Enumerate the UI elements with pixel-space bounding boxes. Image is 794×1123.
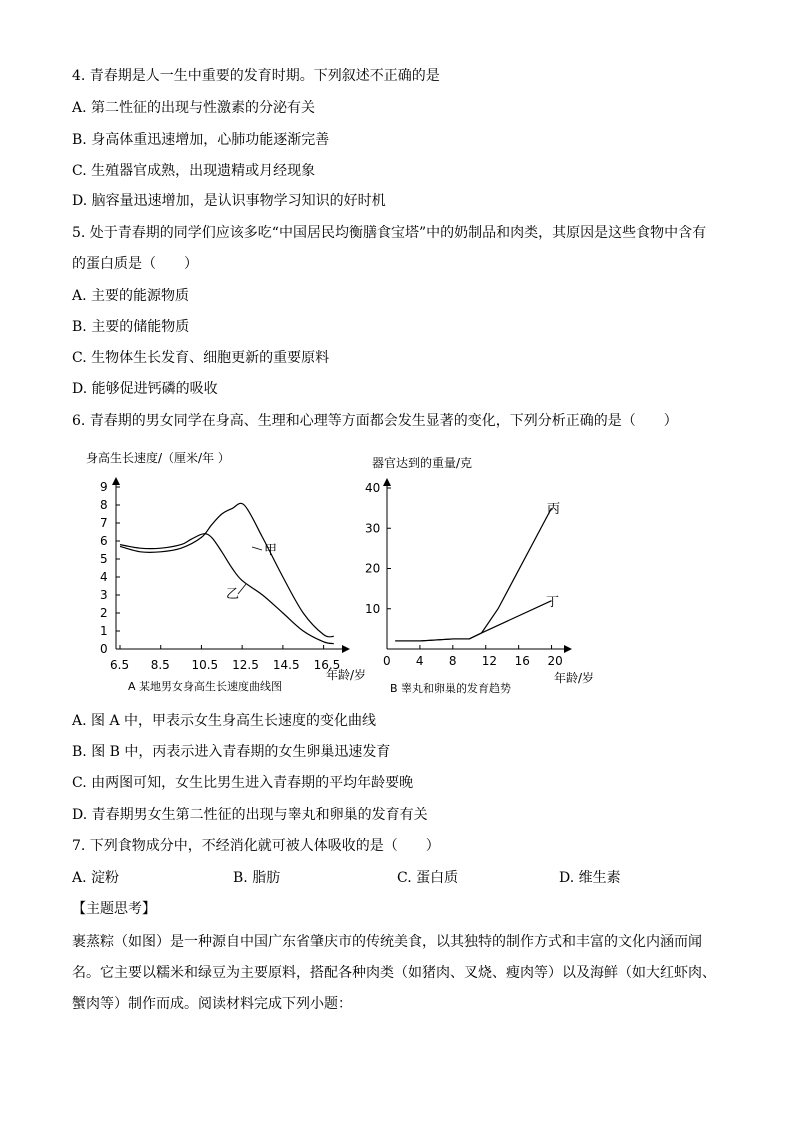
chart-b-ytick: 40 <box>365 481 381 495</box>
chart-b-ytick: 30 <box>365 521 381 536</box>
chart-b-xtick: 8 <box>448 654 457 668</box>
chart-a-ytick: 0 <box>100 642 108 656</box>
chart-b-xtick: 0 <box>383 654 391 668</box>
chart-b-series-ding-line <box>395 601 551 641</box>
chart-a-series-label-jia: 甲 <box>264 543 278 558</box>
q6-stem: 6. 青春期的男女同学在身高、生理和心理等方面都会发生显著的变化，下列分析正确的是（ ） <box>72 413 678 429</box>
q5-option-d: D. 能够促进钙磷的吸收 <box>72 381 218 397</box>
chart-b-xtick: 4 <box>415 654 424 668</box>
q6-option-c: C. 由两图可知，女生比男生进入青春期的平均年龄要晚 <box>72 775 414 791</box>
q7-option-a: A. 淀粉 <box>72 870 120 886</box>
q7-option-d: D. 维生素 <box>559 870 621 886</box>
chart-a-xtick: 14.5 <box>272 658 300 672</box>
chart-a-ytick: 5 <box>100 552 108 566</box>
q5-stem-line2: 的蛋白质是（ ） <box>72 256 198 272</box>
chart-a-xlabel: 年龄/岁 <box>326 668 367 682</box>
q4-option-b: B. 身高体重迅速增加，心肺功能逐渐完善 <box>72 132 330 148</box>
chart-a-series-label-yi: 乙 <box>226 587 240 602</box>
chart-a-ytick: 7 <box>100 516 108 530</box>
chart-a-leader-yi <box>238 584 246 594</box>
chart-a-xtick: 8.5 <box>150 658 170 672</box>
q7-stem: 7. 下列食物成分中，不经消化就可被人体吸收的是（ ） <box>72 838 440 854</box>
chart-a-series-jia-line <box>120 503 334 637</box>
chart-a-xtick: 16.5 <box>313 658 341 672</box>
chart-a-title: A 某地男女身高生长速度曲线图 <box>128 680 283 693</box>
chart-a-height-velocity <box>70 444 367 700</box>
q4-option-a: A. 第二性征的出现与性激素的分泌有关 <box>72 100 316 116</box>
chart-b-series-label-bing: 丙 <box>547 502 561 517</box>
q6-option-a: A. 图 A 中，甲表示女生身高生长速度的变化曲线 <box>72 713 377 729</box>
q5-stem-line1: 5. 处于青春期的同学们应该多吃“中国居民均衡膳食宝塔”中的奶制品和肉类，其原因是这些食物中含有 <box>72 225 707 241</box>
theme-paragraph-line2: 名。它主要以糯米和绿豆为主要原料，搭配各种肉类（如猪肉、叉烧、瘦肉等）以及海鲜（如大红虾肉、 <box>72 965 716 981</box>
chart-b-series-label-ding: 丁 <box>546 595 560 610</box>
chart-a-ytick: 3 <box>100 588 108 602</box>
q5-option-c: C. 生物体生长发育、细胞更新的重要原料 <box>72 350 330 366</box>
chart-a-ytick: 6 <box>100 534 108 548</box>
chart-a-ytick: 8 <box>100 498 108 512</box>
chart-a-leader-jia <box>252 547 262 550</box>
chart-b-xtick: 12 <box>481 654 498 668</box>
chart-b-xtick: 16 <box>514 654 530 668</box>
chart-b-title: B 睾丸和卵巢的发育趋势 <box>390 682 512 695</box>
chart-b-ylabel: 器官达到的重量/克 <box>372 456 473 470</box>
q5-option-a: A. 主要的能源物质 <box>72 288 190 304</box>
chart-b-xtick: 20 <box>547 654 563 668</box>
chart-a-xtick: 10.5 <box>191 658 219 672</box>
q4-option-d: D. 脑容量迅速增加，是认识事物学习知识的好时机 <box>72 193 386 209</box>
chart-b-series-bing-line <box>395 508 551 641</box>
theme-paragraph-line3: 蟹肉等）制作而成。阅读材料完成下列小题： <box>72 996 352 1012</box>
chart-b-ytick: 20 <box>365 561 381 576</box>
chart-b-organ-weight <box>350 450 620 700</box>
chart-a-ytick: 1 <box>100 624 108 638</box>
q4-stem: 4. 青春期是人一生中重要的发育时期。下列叙述不正确的是 <box>72 68 440 84</box>
chart-a-xtick: 12.5 <box>232 658 259 672</box>
q5-option-b: B. 主要的储能物质 <box>72 319 190 335</box>
q4-option-c: C. 生殖器官成熟，出现遗精或月经现象 <box>72 163 316 179</box>
chart-a-ylabel: 身高生长速度/（厘米/年 ） <box>86 451 230 465</box>
chart-a-ytick: 4 <box>100 570 108 584</box>
q6-option-b: B. 图 B 中，丙表示进入青春期的女生卵巢迅速发育 <box>72 744 391 760</box>
theme-paragraph-line1: 裹蒸粽（如图）是一种源自中国广东省肇庆市的传统美食，以其独特的制作方式和丰富的文化内涵而闻 <box>72 934 702 950</box>
chart-b-ytick: 10 <box>365 601 381 616</box>
q6-option-d: D. 青春期男女生第二性征的出现与睾丸和卵巢的发育有关 <box>72 807 428 823</box>
q7-option-b: B. 脂肪 <box>233 870 281 886</box>
chart-a-ytick: 2 <box>100 606 108 620</box>
chart-a-xtick: 6.5 <box>110 658 130 672</box>
chart-a-ytick: 9 <box>100 480 108 494</box>
chart-b-xlabel: 年龄/岁 <box>554 671 595 685</box>
q7-option-c: C. 蛋白质 <box>397 870 459 886</box>
theme-heading: 【主题思考】 <box>72 901 156 917</box>
